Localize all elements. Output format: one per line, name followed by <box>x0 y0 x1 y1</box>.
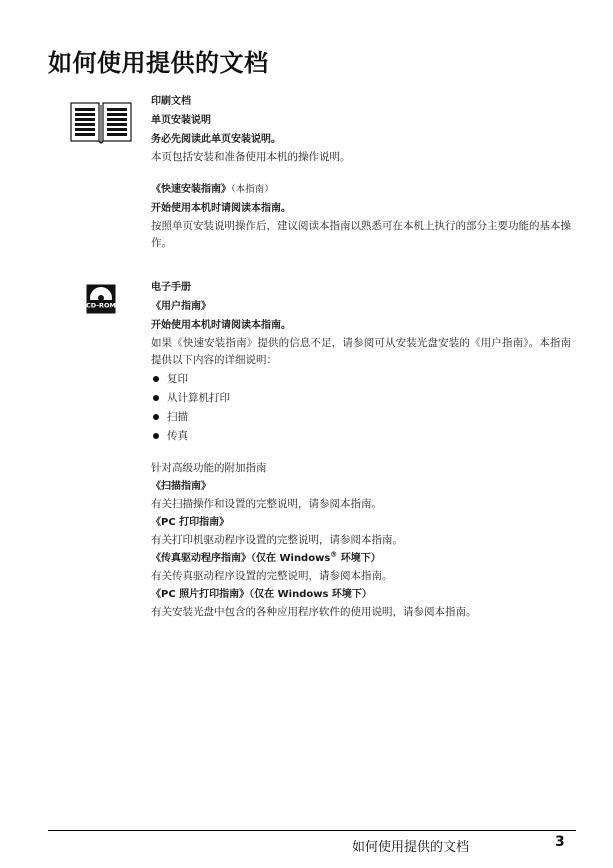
cd-rom-icon <box>86 284 116 314</box>
user-guide-title: 《用户指南》 <box>151 301 211 312</box>
quick-start-guide-note: （本指南） <box>231 184 274 195</box>
electronic-manuals-section <box>151 278 571 621</box>
page-title: 如何使用提供的文档 <box>48 49 269 77</box>
fax-driver-guide-title: 《传真驱动程序指南》（仅在 Windows <box>151 553 331 564</box>
list-item: 扫描 <box>151 408 571 427</box>
electronic-manuals-heading: 电子手册 <box>151 282 191 293</box>
list-item: 从计算机打印 <box>151 389 571 408</box>
list-item: 传真 <box>151 427 571 446</box>
book-icon <box>70 100 132 147</box>
scanning-guide-description: 有关扫描操作和设置的完整说明，请参阅本指南。 <box>151 498 382 510</box>
setup-sheet-instruction: 务必先阅读此单页安装说明。 <box>151 134 281 145</box>
fax-driver-guide-suffix: 环境下） <box>337 553 381 564</box>
pc-printing-guide-title: 《PC 打印指南》 <box>151 517 230 528</box>
setup-sheet-description: 本页包括安装和准备使用本机的操作说明。 <box>151 151 351 163</box>
fax-driver-guide-title-line <box>151 549 571 568</box>
quick-start-guide-description: 按照单页安装说明操作后，建议阅读本指南以熟悉可在本机上执行的部分主要功能的基本操作。 <box>151 220 571 249</box>
printed-docs-section <box>151 92 571 252</box>
user-guide-instruction: 开始使用本机时请阅读本指南。 <box>151 320 291 331</box>
quick-start-guide-title-line <box>151 180 571 199</box>
advanced-guides-intro: 针对高级功能的附加指南 <box>151 462 267 474</box>
photo-printing-guide-description: 有关安装光盘中包含的各种应用程序软件的使用说明，请参阅本指南。 <box>151 606 477 618</box>
pc-printing-guide-description: 有关打印机驱动程序设置的完整说明，请参阅本指南。 <box>151 534 403 546</box>
footer-title: 如何使用提供的文档 <box>352 840 470 855</box>
fax-driver-guide-description: 有关传真驱动程序设置的完整说明，请参阅本指南。 <box>151 570 393 582</box>
cd-rom-label: CD-ROM <box>86 301 116 310</box>
footer-divider <box>48 830 576 831</box>
photo-printing-guide-title: 《PC 照片打印指南》（仅在 Windows 环境下） <box>151 589 372 600</box>
printed-docs-heading: 印刷文档 <box>151 96 191 107</box>
quick-start-guide-title: 《快速安装指南》 <box>151 184 231 195</box>
setup-sheet-title: 单页安装说明 <box>151 115 211 126</box>
user-guide-topics <box>151 370 571 446</box>
registered-mark: ® <box>330 550 338 559</box>
scanning-guide-title: 《扫描指南》 <box>151 481 211 492</box>
page-number: 3 <box>555 834 565 850</box>
user-guide-description: 如果《快速安装指南》提供的信息不足，请参阅可从安装光盘安装的《用户指南》。本指南提供以下内容的详细说明： <box>151 337 571 366</box>
list-item: 复印 <box>151 370 571 389</box>
quick-start-guide-instruction: 开始使用本机时请阅读本指南。 <box>151 203 291 214</box>
